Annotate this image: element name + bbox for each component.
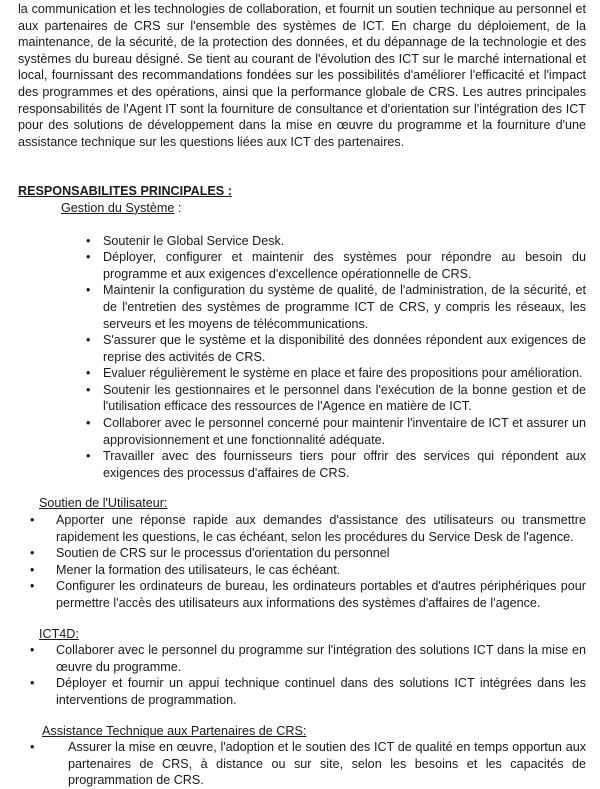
list-item: • Apporter une réponse rapide aux demandes d'assistance des utilisateurs ou transmettre rapidement les questions, le cas échéant, selon les procédures du Service Desk de l'agence. bbox=[56, 512, 586, 545]
list-item: • Soutenir les gestionnaires et le personnel dans l'exécution de la bonne gestion et de l'utilisation efficace des ressources de l'Agence en matière de ICT. bbox=[103, 382, 586, 415]
list-item: • Déployer et fournir un appui technique continuel dans des solutions ICT intégrées dans les interventions de programmation. bbox=[56, 675, 586, 708]
section-heading: RESPONSABILITES PRINCIPALES : bbox=[18, 184, 232, 199]
list-item: • Maintenir la configuration du système de qualité, de l'administration, de la sécurité, et de l'entretien des systèmes de programme ICT de CRS, y compris les réseaux, les serveurs et les moyens de télécommunications. bbox=[103, 282, 586, 332]
list-item: • Soutien de CRS sur le processus d'orientation du personnel bbox=[56, 545, 586, 562]
list-item: • Evaluer régulièrement le système en place et faire des propositions pour amélioration. bbox=[103, 365, 586, 382]
list-item: • Travailler avec des fournisseurs tiers pour offrir des services qui répondent aux exigences des processus d'affaires de CRS. bbox=[103, 448, 586, 481]
list-item: • Soutenir le Global Service Desk. bbox=[103, 233, 586, 250]
ict4d-list bbox=[56, 642, 586, 708]
subsection-title-utilisateur: Soutien de l'Utilisateur: bbox=[39, 496, 168, 511]
list-item: • Collaborer avec le personnel concerné pour maintenir l'inventaire de ICT et assurer un approvisionnement et une fonctionnalité adéquate. bbox=[103, 415, 586, 448]
list-item: • Mener la formation des utilisateurs, le cas échéant. bbox=[56, 562, 586, 579]
subsection-title-assistance: Assistance Technique aux Partenaires de CRS: bbox=[42, 723, 307, 738]
utilisateur-list bbox=[56, 512, 586, 612]
assistance-list bbox=[68, 739, 586, 789]
list-item: • Collaborer avec le personnel du programme sur l'intégration des solutions ICT dans la mise en œuvre du programme. bbox=[56, 642, 586, 675]
list-item: • S'assurer que le système et la disponibilité des données répondent aux exigences de reprise des activités de CRS. bbox=[103, 332, 586, 365]
subsection-title-ict4d: ICT4D: bbox=[39, 626, 79, 641]
gestion-title-suffix: : bbox=[174, 200, 182, 215]
gestion-title: Gestion du Système bbox=[61, 200, 175, 215]
list-item: • Configurer les ordinateurs de bureau, les ordinateurs portables et d'autres périphériques pour permettre l'accès des utilisateurs aux informations des systèmes d'affaires de l'agence. bbox=[56, 578, 586, 611]
list-item: • Assurer la mise en œuvre, l'adoption et le soutien des ICT de qualité en temps opportun aux partenaires de CRS, à distance ou sur site, selon les besoins et les capacités de programmation de CRS. bbox=[68, 739, 586, 789]
subsection-title-gestion bbox=[61, 200, 586, 217]
gestion-list bbox=[103, 233, 586, 482]
intro-paragraph: la communication et les technologies de collaboration, et fournit un soutien technique au personnel et aux partenaires de CRS sur l'ensemble des systèmes de ICT. En charge du déploiement, de la maintenance, de la sécurité, de la protection des données, et du dépannage de la technologie et des systèmes du bureau désigné. Se tient au courant de l'évolution des ICT sur le marché international et local, fournissant des recommandations fondées sur les possibilités d'améliorer l'efficacité et l'impact des programmes et des opérations, ainsi que la performance globale de CRS. Les autres principales responsabilités de l'Agent IT sont la fourniture de consultance et d'orientation sur l'intégration des ICT pour des solutions de développement dans la mise en œuvre du programme et la fourniture d'une assistance technique sur les questions liées aux ICT des partenaires. bbox=[18, 2, 586, 149]
list-item: • Déployer, configurer et maintenir des systèmes pour répondre au besoin du programme et aux exigences d'excellence opérationnelle de CRS. bbox=[103, 249, 586, 282]
